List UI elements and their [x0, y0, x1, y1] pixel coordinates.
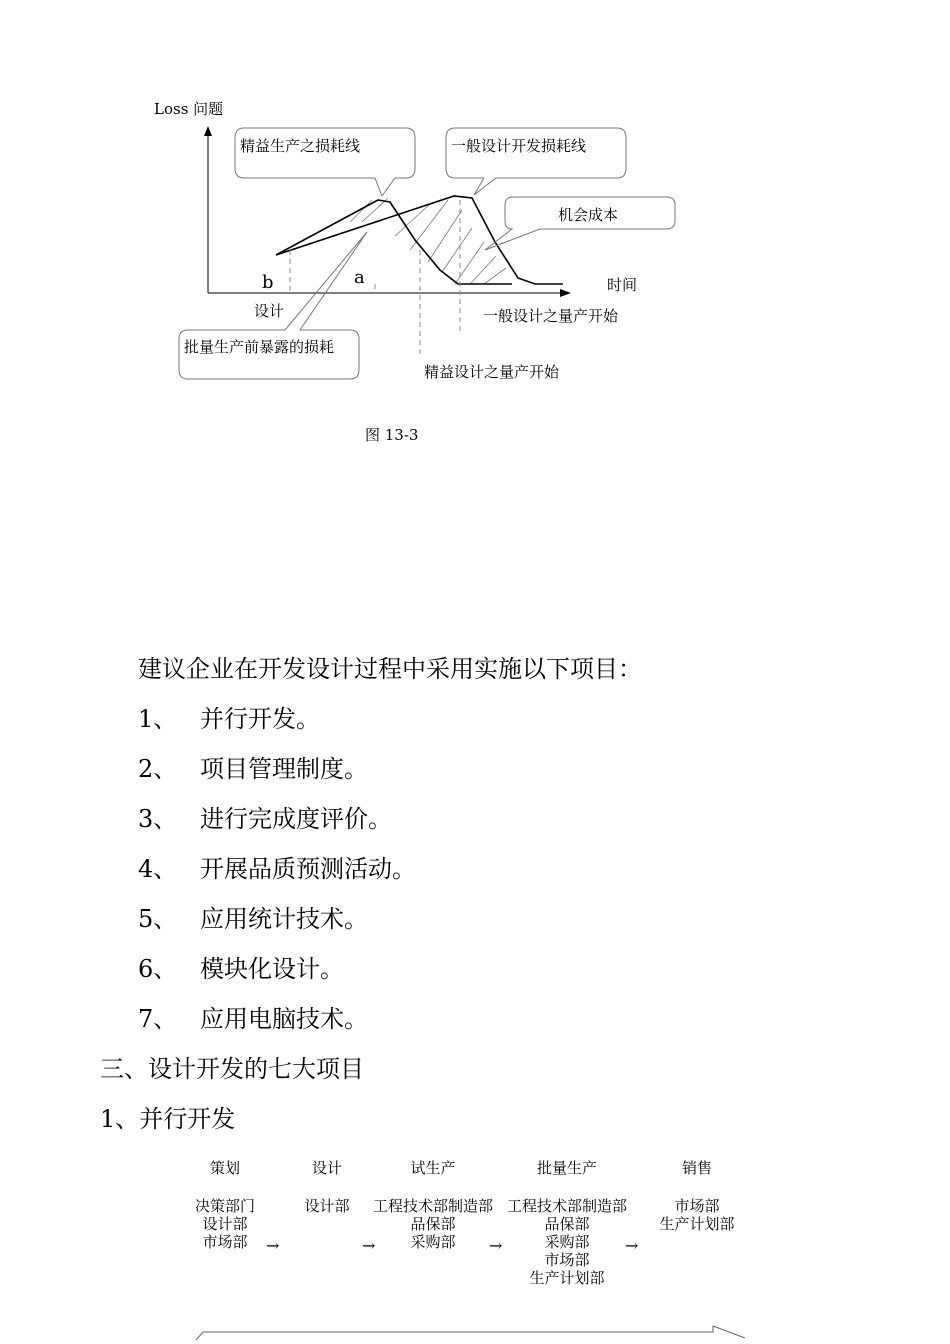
department-label: 设计部 — [304, 1197, 350, 1215]
department-label: 采购部 — [410, 1233, 456, 1251]
design-label: 设计 — [254, 302, 285, 320]
flow-arrow-icon: → — [625, 1236, 639, 1255]
list-item-text: 进行完成度评价。 — [200, 805, 392, 833]
intro-paragraph: 建议企业在开发设计过程中采用实施以下项目： — [138, 655, 642, 683]
section-heading: 三、设计开发的七大项目 — [100, 1055, 364, 1083]
stage-title: 试生产 — [410, 1159, 456, 1177]
callout-pre-mass-loss: 批量生产前暴露的损耗 — [184, 338, 335, 356]
x-axis-label: 时间 — [607, 276, 638, 294]
department-label: 市场部 — [674, 1197, 720, 1215]
callout-lean-loss-line: 精益生产之损耗线 — [240, 137, 361, 155]
department-label: 生产计划部 — [659, 1215, 735, 1233]
stage-title: 设计 — [311, 1159, 342, 1177]
list-item-num: 3、 — [138, 805, 178, 833]
department-label: 生产计划部 — [529, 1269, 605, 1287]
stage-title: 批量生产 — [536, 1159, 597, 1177]
loss-chart-figure — [0, 0, 950, 470]
department-label: 决策部门 — [194, 1197, 255, 1215]
hatch-area — [350, 198, 506, 284]
department-label: 品保部 — [410, 1215, 456, 1233]
list-item-text: 并行开发。 — [200, 705, 320, 733]
list-item-num: 4、 — [138, 855, 178, 883]
figure-caption: 图 13-3 — [365, 426, 419, 444]
y-axis-arrow — [204, 126, 212, 136]
point-b-label: b — [262, 272, 274, 293]
flow-arrow-icon: → — [362, 1236, 376, 1255]
department-label: 市场部 — [202, 1233, 248, 1251]
list-item-text: 应用电脑技术。 — [200, 1005, 368, 1033]
flow-arrow-icon: → — [489, 1236, 503, 1255]
list-item-text: 开展品质预测活动。 — [200, 855, 416, 883]
list-item-num: 7、 — [138, 1005, 178, 1033]
callout-opportunity-cost: 机会成本 — [558, 206, 619, 224]
stage-title: 销售 — [681, 1159, 712, 1177]
subsection-heading: 1、并行开发 — [100, 1105, 236, 1133]
general-mass-production-start: 一般设计之量产开始 — [483, 307, 619, 325]
department-label: 品保部 — [544, 1215, 590, 1233]
lean-loss-line — [276, 200, 512, 284]
department-label: 采购部 — [544, 1233, 590, 1251]
list-item-num: 2、 — [138, 755, 178, 783]
point-a-label: a — [354, 267, 365, 288]
callout-general-loss-line: 一般设计开发损耗线 — [451, 137, 587, 155]
timeline-block-arrow — [0, 1320, 950, 1344]
y-axis-label: Loss 问题 — [154, 100, 224, 118]
list-item-num: 5、 — [138, 905, 178, 933]
list-item-text: 项目管理制度。 — [200, 755, 368, 783]
x-axis-arrow — [560, 289, 571, 297]
list-item-num: 6、 — [138, 955, 178, 983]
list-item-text: 模块化设计。 — [200, 955, 344, 983]
department-label: 设计部 — [202, 1215, 248, 1233]
list-item-num: 1、 — [138, 705, 178, 733]
lean-mass-production-start: 精益设计之量产开始 — [424, 363, 560, 381]
department-label: 市场部 — [544, 1251, 590, 1269]
stage-title: 策划 — [209, 1159, 240, 1177]
flow-arrow-icon: → — [266, 1236, 280, 1255]
list-item-text: 应用统计技术。 — [200, 905, 368, 933]
department-label: 工程技术部制造部 — [372, 1197, 493, 1215]
department-label: 工程技术部制造部 — [506, 1197, 627, 1215]
